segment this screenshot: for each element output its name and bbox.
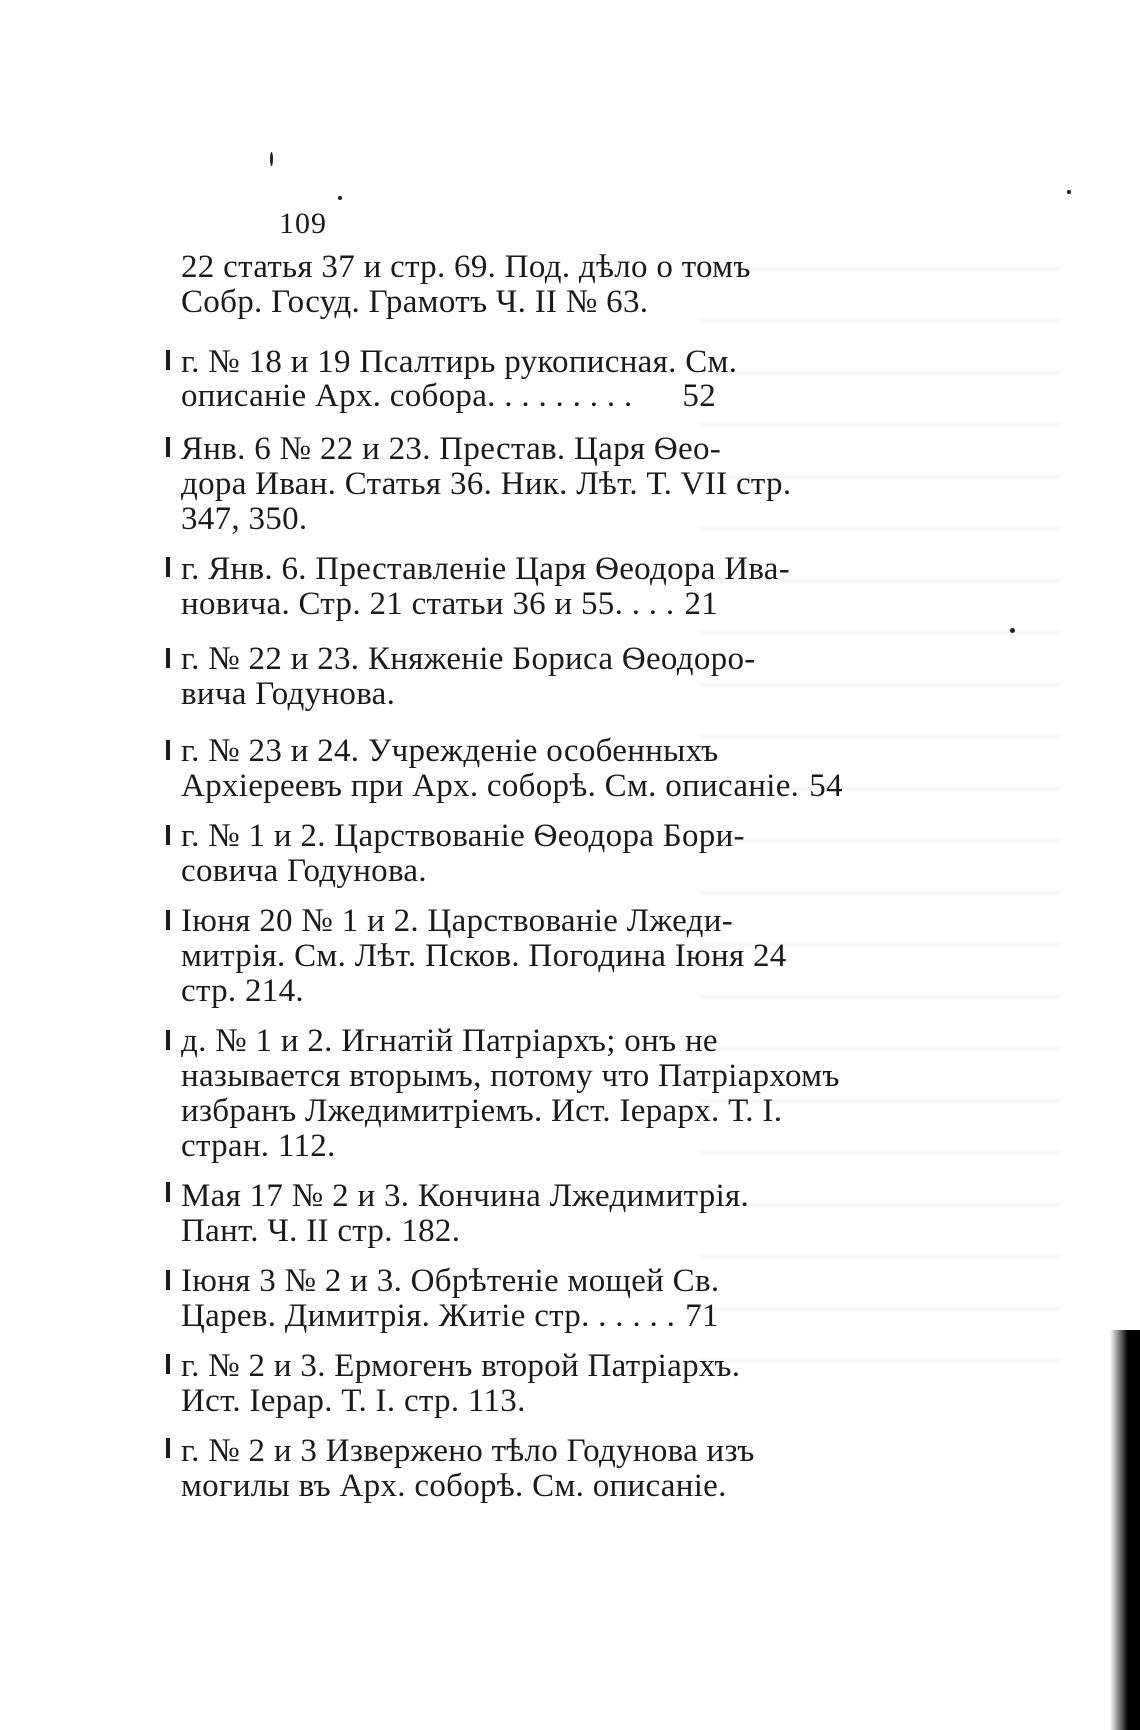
line-text: г. № 23 и 24. Учрежденіе особенныхъ xyxy=(181,733,719,769)
text-line xyxy=(181,1022,716,1060)
ink-speck xyxy=(270,152,273,166)
text-line xyxy=(181,377,716,415)
text-line xyxy=(181,585,719,623)
cropped-year-digit xyxy=(166,740,170,760)
cropped-year-digit xyxy=(166,910,170,930)
cropped-year-digit xyxy=(166,557,170,577)
line-text: Іюня 20 № 1 и 2. Царствованіе Лжеди- xyxy=(181,903,733,939)
line-text: Іюня 3 № 2 и 3. Обрѣтеніе мощей Св. xyxy=(181,1263,720,1299)
cropped-year-digit xyxy=(166,1182,170,1202)
line-text: г. № 18 и 19 Псалтирь рукописная. См. xyxy=(181,344,738,380)
text-line xyxy=(181,937,787,975)
text-line xyxy=(181,1057,840,1095)
text-line xyxy=(181,902,733,940)
text-line xyxy=(181,1467,727,1505)
line-text: г. № 1 и 2. Царствованіе Ѳеодора Бори- xyxy=(181,818,745,854)
line-text: д. № 1 и 2. Игнатій Патріархъ; онъ не xyxy=(181,1023,718,1059)
line-text: новича. Стр. 21 статьи 36 и 55. . . . xyxy=(181,586,675,622)
cropped-year-digit xyxy=(166,1438,170,1458)
text-line xyxy=(181,1347,741,1385)
text-line xyxy=(181,1262,720,1300)
cropped-year-digit xyxy=(166,825,170,845)
text-line xyxy=(181,732,719,770)
text-line xyxy=(181,1177,750,1215)
line-text: Архіереевъ при Арх. соборѣ. См. описаніе. xyxy=(181,768,800,804)
line-text: 22 статья 37 и стр. 69. Под. дѣло о томъ xyxy=(181,249,751,285)
line-text: Пант. Ч. II стр. 182. xyxy=(181,1213,461,1249)
text-line xyxy=(181,248,751,286)
text-line xyxy=(181,1212,716,1250)
text-line xyxy=(181,343,738,381)
line-text: называется вторымъ, потому что Патріархомъ xyxy=(181,1058,840,1094)
line-text: Мая 17 № 2 и 3. Кончина Лжедимитрія. xyxy=(181,1178,750,1214)
line-text: г. Янв. 6. Преставленіе Царя Ѳеодора Ива- xyxy=(181,551,791,587)
text-line xyxy=(181,1127,716,1165)
line-text: совича Годунова. xyxy=(181,853,427,889)
text-line xyxy=(181,817,745,855)
line-text: Янв. 6 № 22 и 23. Престав. Царя Ѳео- xyxy=(181,431,722,467)
line-text: Ист. Іерар. Т. I. стр. 113. xyxy=(181,1383,526,1419)
text-line xyxy=(181,1432,755,1470)
text-line xyxy=(181,1297,719,1335)
cropped-year-digit xyxy=(166,1030,170,1050)
line-text: могилы въ Арх. соборѣ. См. описаніе. xyxy=(181,1468,727,1504)
page-reference: 54 xyxy=(809,768,843,804)
cropped-year-digit xyxy=(166,1270,170,1290)
text-line xyxy=(181,1382,716,1420)
cropped-year-digit xyxy=(166,648,170,668)
text-line xyxy=(181,430,722,468)
line-text: вича Годунова. xyxy=(181,676,396,712)
line-text: Царев. Димитрія. Житіе стр. . . . . . xyxy=(181,1298,676,1334)
line-text: 347, 350. xyxy=(181,501,308,537)
text-line xyxy=(181,1092,783,1130)
line-text: стр. 214. xyxy=(181,973,304,1009)
line-text: митрія. См. Лѣт. Псков. Погодина Іюня 24 xyxy=(181,938,787,974)
page-reference: 71 xyxy=(685,1298,719,1334)
bleed-through-text xyxy=(700,240,1060,1400)
ink-speck xyxy=(338,196,342,200)
page-number: 109 xyxy=(279,207,327,240)
line-text: г. № 2 и 3 Извержено тѣло Годунова изъ xyxy=(181,1433,755,1469)
line-text: Собр. Госуд. Грамотъ Ч. II № 63. xyxy=(181,284,649,320)
line-text: описаніе Арх. собора. . . . . . . . . xyxy=(181,378,633,414)
text-line xyxy=(181,640,756,678)
line-text: дора Иван. Статья 36. Ник. Лѣт. Т. VII стр. xyxy=(181,466,792,502)
text-line xyxy=(181,550,791,588)
line-text: стран. 112. xyxy=(181,1128,336,1164)
line-text: избранъ Лжедимитріемъ. Ист. Іерарх. Т. I. xyxy=(181,1093,783,1129)
cropped-year-digit xyxy=(166,437,170,457)
ink-speck xyxy=(1010,628,1015,633)
ink-speck xyxy=(1067,190,1071,194)
text-line xyxy=(181,675,716,713)
line-text: г. № 22 и 23. Княженіе Бориса Ѳеодоро- xyxy=(181,641,756,677)
line-text: г. № 2 и 3. Ермогенъ второй Патріархъ. xyxy=(181,1348,741,1384)
text-line xyxy=(181,767,843,805)
text-line xyxy=(181,283,716,321)
page-reference: 52 xyxy=(682,378,716,414)
text-line xyxy=(181,465,792,503)
cropped-year-digit xyxy=(166,1354,170,1374)
text-line xyxy=(181,500,716,538)
text-line xyxy=(181,852,716,890)
page-reference: 21 xyxy=(684,586,719,622)
page-edge-shadow xyxy=(1110,1330,1140,1730)
text-line xyxy=(181,972,716,1010)
cropped-year-digit xyxy=(166,350,170,370)
